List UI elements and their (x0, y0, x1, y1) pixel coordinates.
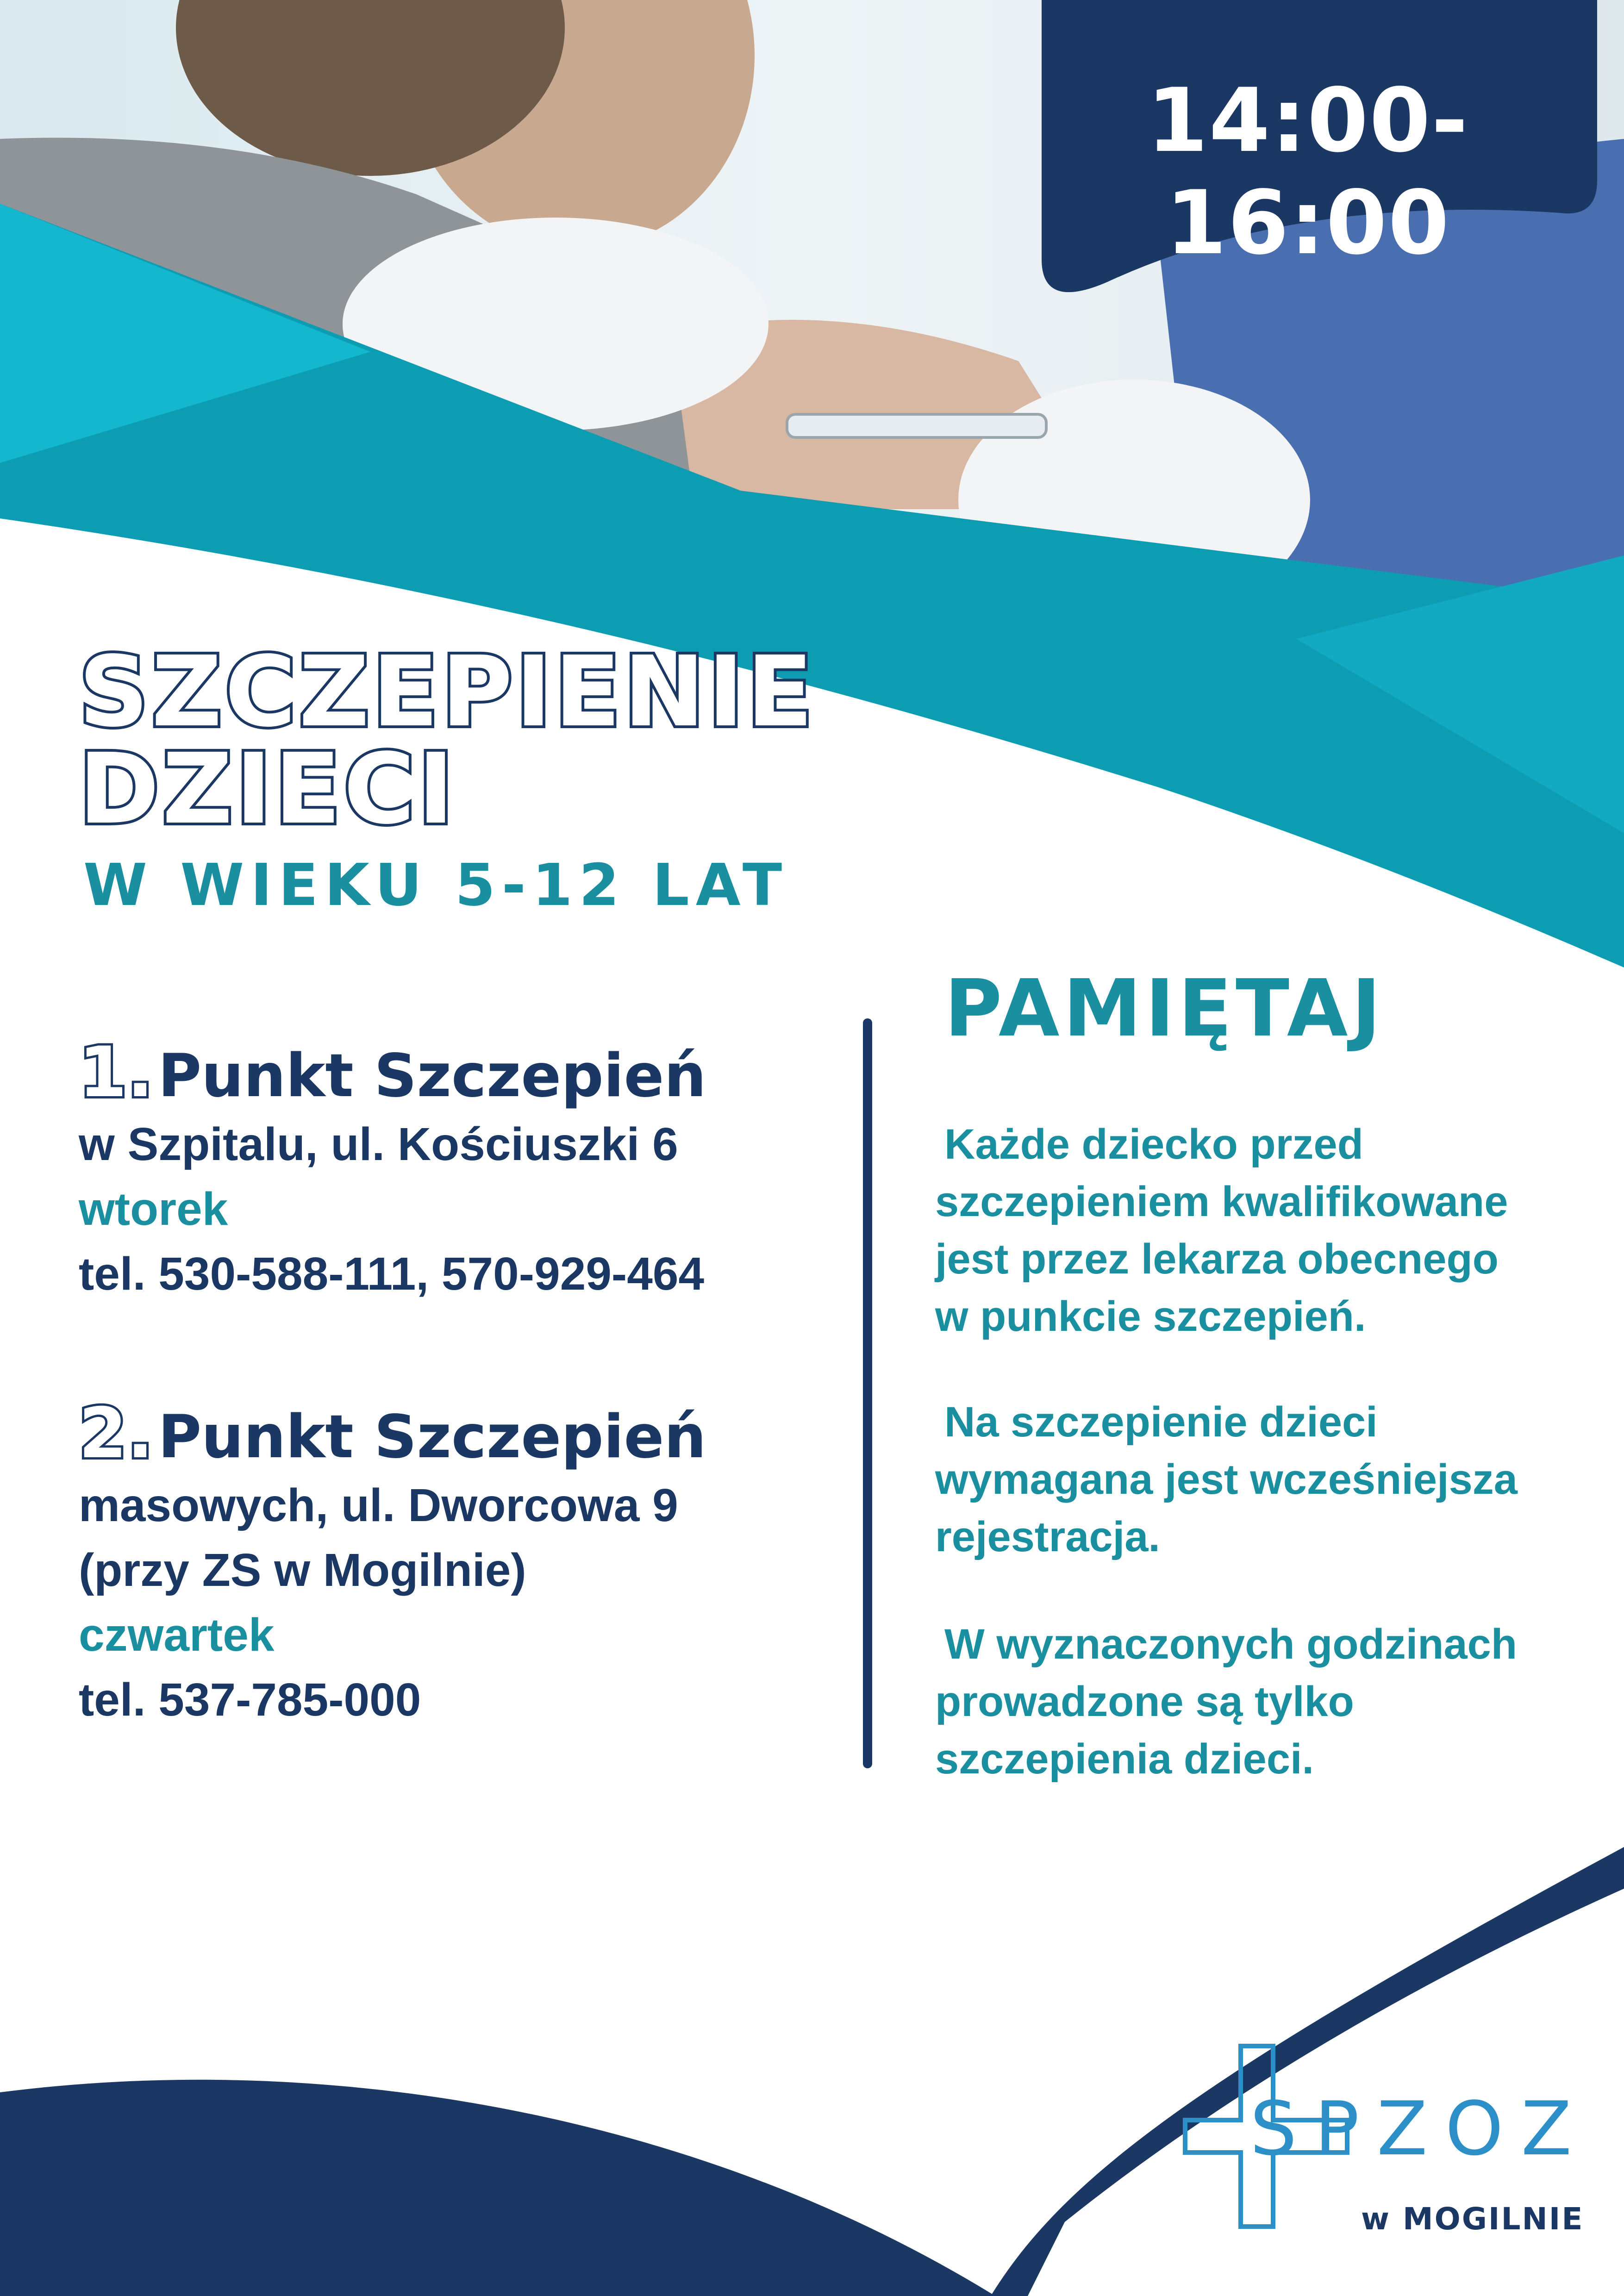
point-1-address: w Szpitalu, ul. Kościuszki 6 (79, 1118, 678, 1170)
note-3-line-1: W wyznaczonych godzinach (944, 1621, 1518, 1668)
point-1-number: 1. (79, 1032, 154, 1113)
note-1-line-2: szczepieniem kwalifikowane (935, 1178, 1508, 1225)
note-2-line-3: rejestracja. (935, 1513, 1160, 1560)
point-2-address-note: (przy ZS w Mogilnie) (79, 1544, 526, 1596)
point-2-title-text: Punkt Szczepień (158, 1403, 706, 1472)
note-2 (935, 1393, 1518, 1566)
point-2-title (79, 1393, 706, 1474)
note-3-line-3: szczepienia dzieci. (935, 1735, 1314, 1783)
note-1-line-1: Każde dziecko przed (944, 1121, 1363, 1168)
syringe-shape (787, 414, 1046, 437)
column-divider (863, 1018, 872, 1768)
time-label: 14:00-16:00 (1147, 69, 1469, 274)
point-1-title-text: Punkt Szczepień (158, 1042, 706, 1111)
note-1-line-4: w punkcie szczepień. (935, 1293, 1366, 1340)
note-1-line-3: jest przez lekarza obecnego (935, 1235, 1499, 1283)
note-1 (935, 1116, 1508, 1345)
logo-subtitle: w MOGILNIE (1361, 2201, 1584, 2237)
subtitle: W WIEKU 5-12 LAT (83, 852, 789, 919)
title-line-2: DZIECI (79, 732, 457, 846)
note-2-line-1: Na szczepienie dzieci (944, 1398, 1378, 1446)
point-2-day: czwartek (79, 1609, 275, 1661)
point-2-phone: tel. 537-785-000 (79, 1674, 421, 1726)
point-1-title (79, 1032, 706, 1113)
point-1-phone: tel. 530-588-111, 570-929-464 (79, 1248, 705, 1300)
note-2-line-2: wymagana jest wcześniejsza (935, 1456, 1518, 1503)
point-1-day: wtorek (79, 1183, 228, 1235)
note-3 (935, 1616, 1517, 1788)
note-3-line-2: prowadzone są tylko (935, 1678, 1354, 1725)
point-2-number: 2. (79, 1393, 154, 1474)
point-2-address: masowych, ul. Dworcowa 9 (79, 1479, 678, 1531)
title-line-1: SZCZEPIENIE (79, 635, 816, 749)
logo-name: SPZOZ (1250, 2085, 1590, 2172)
remember-heading: PAMIĘTAJ (944, 963, 1385, 1054)
